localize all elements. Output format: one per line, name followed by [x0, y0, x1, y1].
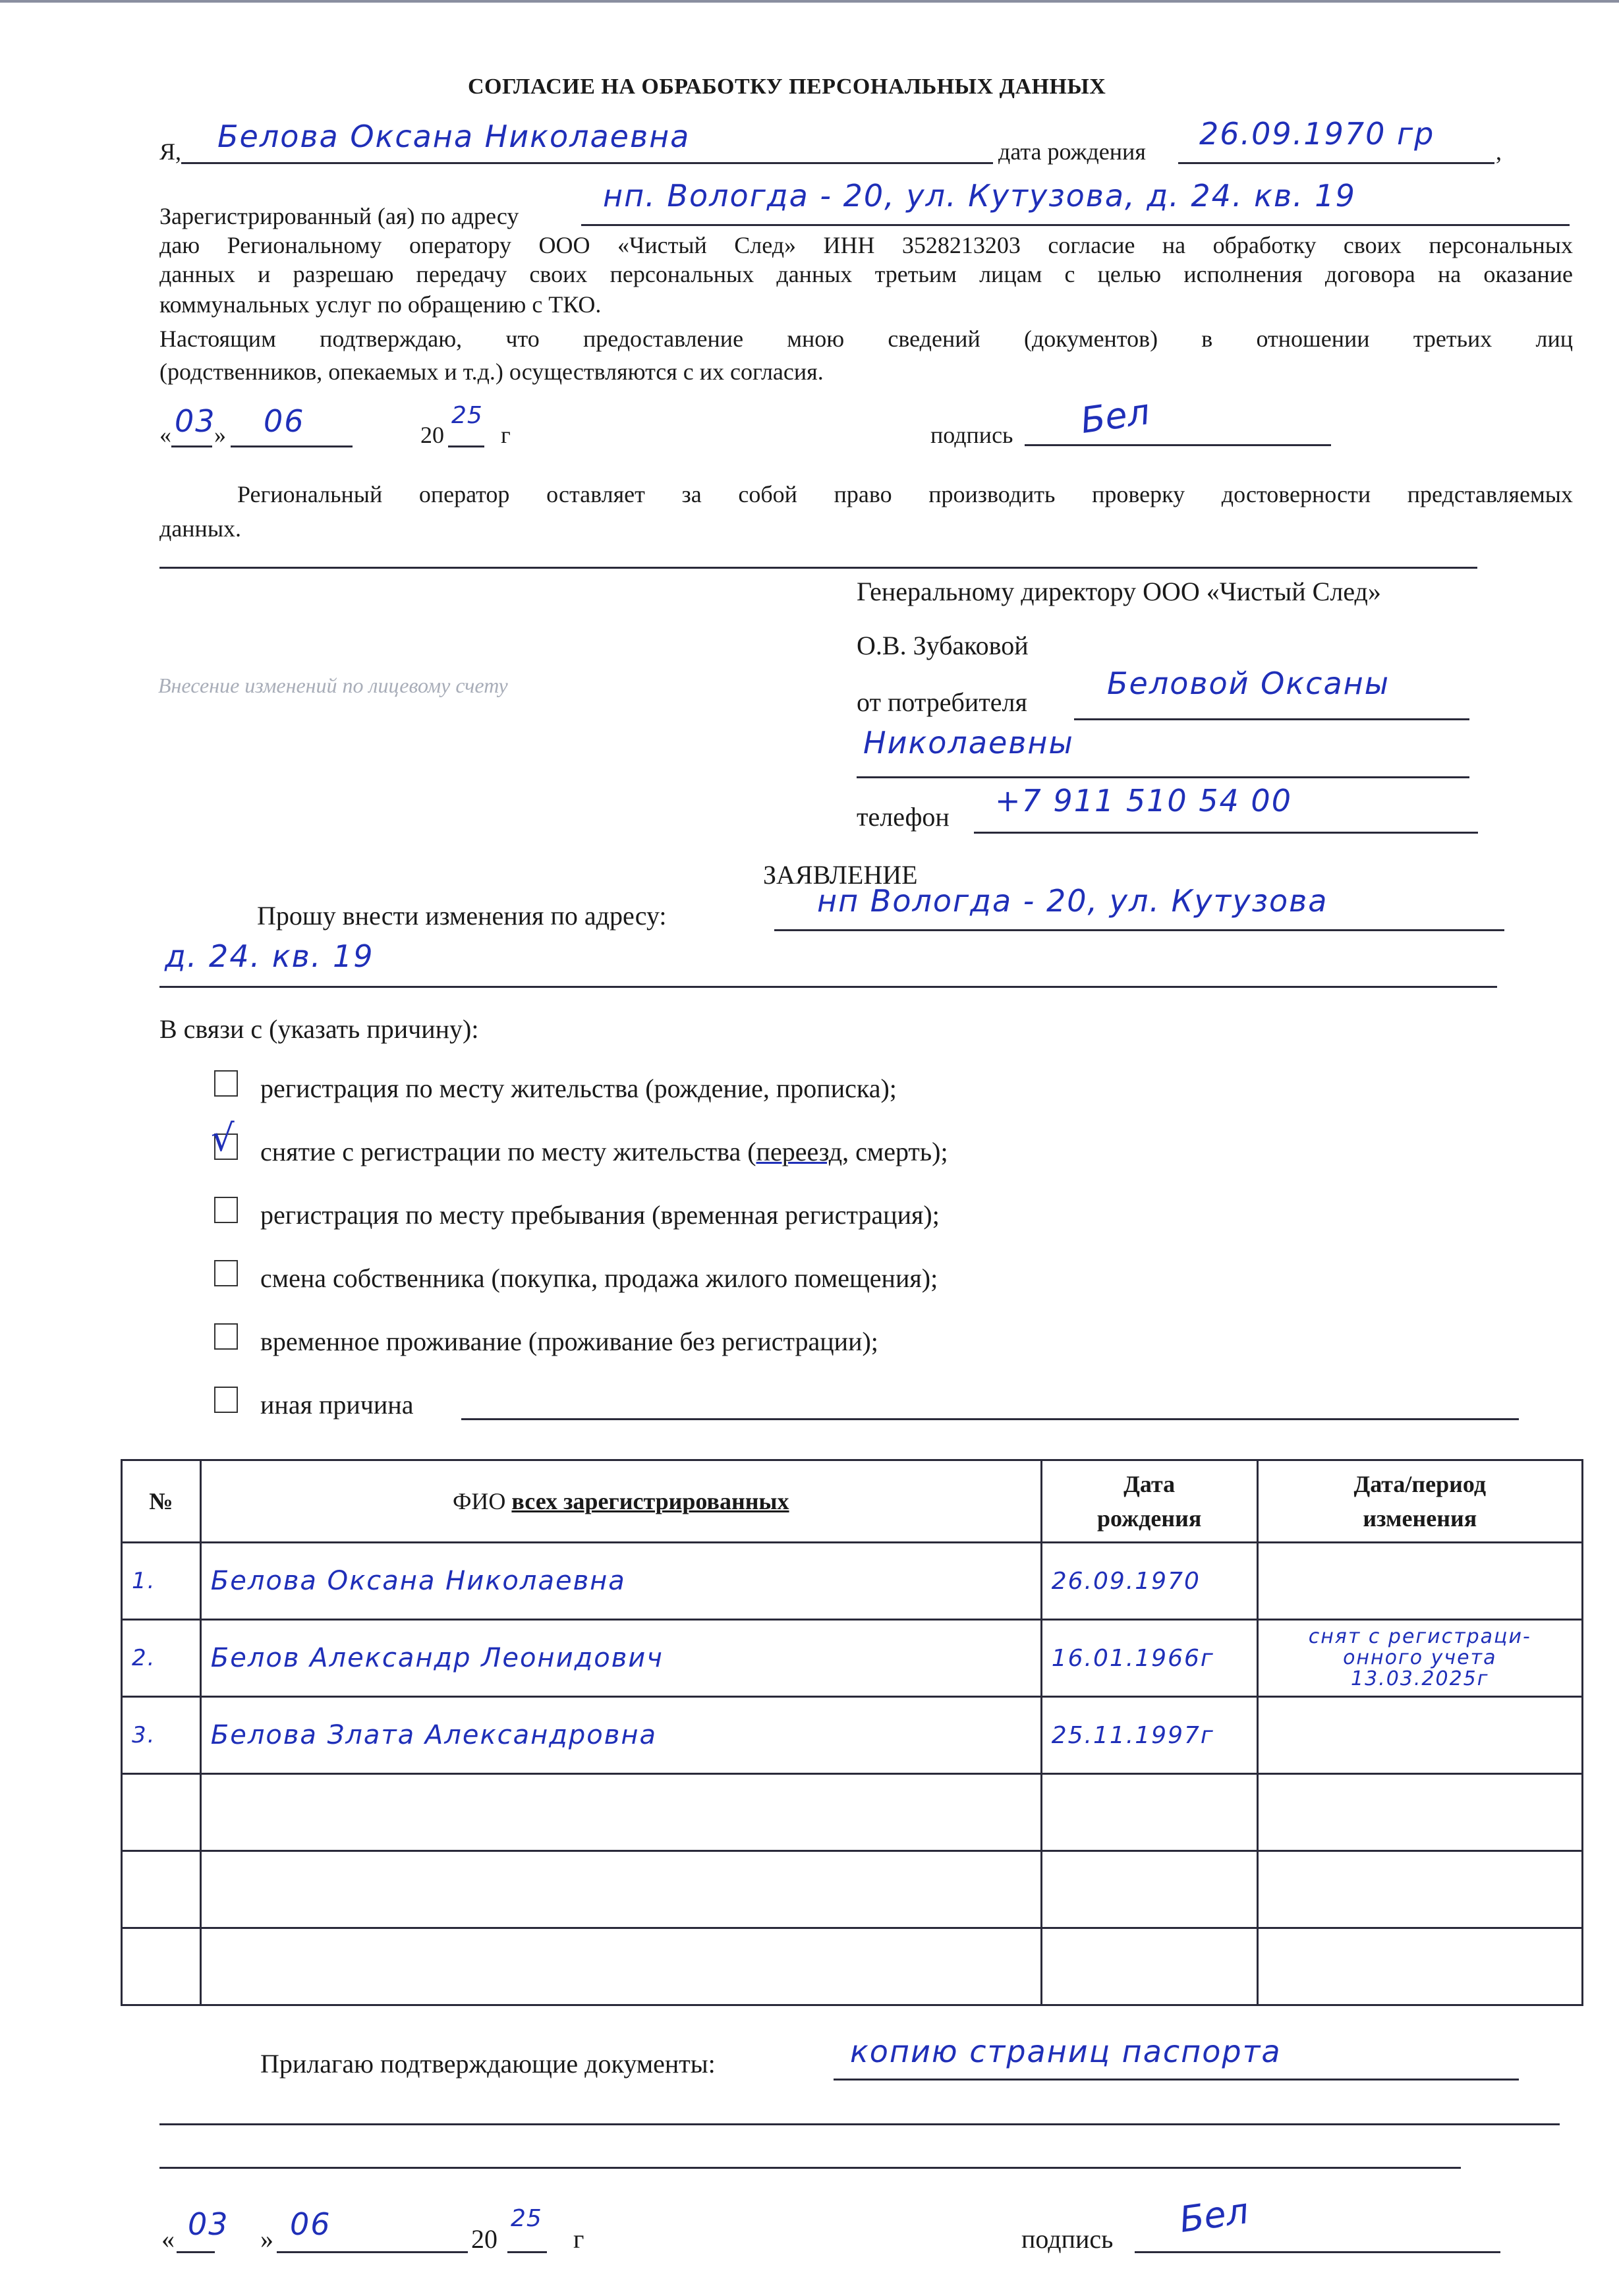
cell-change-line-2: онного учета	[1343, 1646, 1497, 1669]
reason-label-2-underlined: переезд	[756, 1137, 843, 1166]
cell-number[interactable]	[122, 1774, 201, 1851]
reason-label: В связи с (указать причину):	[159, 1014, 479, 1044]
cell-number[interactable]	[122, 1851, 201, 1928]
reason-label-4: смена собственника (покупка, продажа жилого помещения);	[260, 1263, 938, 1293]
attachments-label: Прилагаю подтверждающие документы:	[260, 2049, 716, 2079]
reason-label-2-before: снятие с регистрации по месту жительства (	[260, 1137, 756, 1166]
page-top-edge	[0, 0, 1619, 3]
other-reason-line	[461, 1418, 1519, 1420]
from-label: от потребителя	[857, 687, 1027, 717]
cell-change-line-1: снят с регистраци-	[1308, 1625, 1531, 1648]
cell-dob[interactable]: 26.09.1970	[1041, 1543, 1257, 1620]
reason-checkbox-1[interactable]	[214, 1070, 238, 1097]
attachments-line1	[834, 2079, 1519, 2081]
dob-comma: ,	[1496, 138, 1502, 165]
cell-fio[interactable]	[200, 1851, 1041, 1928]
cell-change[interactable]	[1257, 1851, 1582, 1928]
footer-year-line	[507, 2251, 547, 2253]
consent-signature-line	[1025, 444, 1331, 446]
cell-change[interactable]	[1257, 1543, 1582, 1620]
table-row	[122, 1697, 1583, 1774]
table-row	[122, 1774, 1583, 1851]
cell-fio[interactable]: Белова Оксана Николаевна	[200, 1543, 1041, 1620]
registered-address-field[interactable]: нп. Вологда - 20, ул. Кутузова, д. 24. кв. 19	[603, 178, 1356, 214]
dob-line	[1178, 162, 1494, 164]
footer-year-prefix: 20	[471, 2224, 497, 2254]
consent-para2-line1: Настоящим подтверждаю, что предоставление мною сведений (документов) в отношении третьих лиц	[159, 326, 1573, 352]
reason-label-6: иная причина	[260, 1390, 414, 1420]
consent-day-field[interactable]: 03	[175, 403, 216, 439]
footer-signature[interactable]: Бел	[1177, 2190, 1251, 2241]
reason-label-5: временное проживание (проживание без регистрации);	[260, 1327, 878, 1356]
header-change	[1257, 1460, 1582, 1543]
cell-dob[interactable]	[1041, 1928, 1257, 2005]
header-change-line1: Дата/период	[1353, 1471, 1487, 1497]
section-divider	[159, 567, 1477, 569]
statement-title: ЗАЯВЛЕНИЕ	[763, 860, 918, 890]
header-dob-line1: Дата	[1123, 1471, 1176, 1497]
cell-number[interactable]: 3.	[122, 1697, 201, 1774]
consent-day-line	[171, 445, 212, 447]
full-name-field[interactable]: Белова Оксана Николаевна	[217, 119, 691, 154]
registered-label: Зарегистрированный (ая) по адресу	[159, 203, 519, 229]
consent-year-prefix: 20	[420, 422, 444, 448]
attachments-line3	[159, 2167, 1461, 2169]
cell-number[interactable]	[122, 1928, 201, 2005]
footer-month-line	[277, 2251, 468, 2253]
header-fio-prefix: ФИО	[452, 1488, 506, 1514]
request-address-line1	[774, 929, 1504, 931]
full-name-line	[181, 162, 993, 164]
attachments-line2	[159, 2123, 1560, 2125]
consent-month-line	[231, 445, 353, 447]
consent-date-open-quote: «	[159, 422, 171, 448]
consent-para1-line3: коммунальных услуг по обращению с ТКО.	[159, 291, 602, 318]
footer-signature-label: подпись	[1021, 2224, 1114, 2254]
header-dob-line2: рождения	[1096, 1505, 1202, 1532]
addressee-director: О.В. Зубаковой	[857, 631, 1029, 660]
header-fio-underlined: всех зарегистрированных	[511, 1488, 789, 1514]
from-line1	[1074, 718, 1469, 720]
request-address-line2	[159, 986, 1497, 988]
dob-label: дата рождения	[998, 138, 1146, 165]
consent-para1-line1: даю Региональному оператору ООО «Чистый След» ИНН 3528213203 согласие на обработку своих персональных	[159, 232, 1573, 258]
dob-field[interactable]: 26.09.1970 гр	[1199, 116, 1435, 152]
consent-title: СОГЛАСИЕ НА ОБРАБОТКУ ПЕРСОНАЛЬНЫХ ДАННЫХ	[468, 74, 1106, 99]
footer-month-field[interactable]: 06	[290, 2206, 331, 2242]
table-row	[122, 1928, 1583, 2005]
phone-label: телефон	[857, 802, 950, 832]
cell-fio[interactable]: Белова Злата Александровна	[200, 1697, 1041, 1774]
footer-day-line	[177, 2251, 215, 2253]
reason-label-3: регистрация по месту пребывания (временная регистрация);	[260, 1200, 940, 1230]
cell-change[interactable]	[1257, 1620, 1582, 1697]
operator-note-line1: Региональный оператор оставляет за собой право производить проверку достоверности представляемых	[237, 481, 1573, 507]
footer-date-close-quote: »	[260, 2224, 273, 2254]
phone-field[interactable]: +7 911 510 54 00	[995, 783, 1292, 818]
request-label: Прошу внести изменения по адресу:	[257, 901, 667, 931]
footer-year-unit: г	[573, 2224, 584, 2254]
cell-fio[interactable]	[200, 1774, 1041, 1851]
reason-checkbox-6[interactable]	[214, 1387, 238, 1413]
reason-checkbox-3[interactable]	[214, 1197, 238, 1223]
registered-address-line	[581, 224, 1570, 226]
table-row	[122, 1851, 1583, 1928]
reason-label-2-after: , смерть);	[842, 1137, 948, 1166]
consent-signature[interactable]: Бел	[1078, 391, 1152, 442]
table-header-row	[122, 1460, 1583, 1543]
header-number: №	[122, 1460, 201, 1543]
from-line2	[857, 776, 1469, 778]
phone-line	[974, 832, 1478, 834]
request-address-field2[interactable]: д. 24. кв. 19	[165, 938, 374, 974]
consent-month-field[interactable]: 06	[264, 403, 305, 439]
consent-year-unit: г	[501, 422, 511, 448]
reason-label-2	[260, 1137, 948, 1166]
header-dob	[1041, 1460, 1257, 1543]
registered-persons-table	[121, 1459, 1583, 2006]
consent-date-close-quote: »	[214, 422, 226, 448]
cell-dob[interactable]: 25.11.1997г	[1041, 1697, 1257, 1774]
cell-number[interactable]: 2.	[122, 1620, 201, 1697]
cell-fio[interactable]	[200, 1928, 1041, 2005]
cell-change[interactable]	[1257, 1928, 1582, 2005]
consent-para1-line2: данных и разрешаю передачу своих персональных данных третьим лицам с целью исполнения договора на оказание	[159, 261, 1573, 287]
cell-dob[interactable]	[1041, 1774, 1257, 1851]
footer-day-field[interactable]: 03	[188, 2206, 229, 2242]
consent-signature-label: подпись	[930, 422, 1013, 448]
attachments-field[interactable]: копию страниц паспорта	[850, 2034, 1282, 2069]
cell-dob[interactable]: 16.01.1966г	[1041, 1620, 1257, 1697]
cell-fio[interactable]: Белов Александр Леонидович	[200, 1620, 1041, 1697]
from-field-line2[interactable]: Николаевны	[863, 725, 1074, 761]
header-fio	[200, 1460, 1041, 1543]
footer-year-field[interactable]: 25	[511, 2205, 542, 2232]
table-row	[122, 1543, 1583, 1620]
reason-checkbox-5[interactable]	[214, 1323, 238, 1350]
consent-year-field[interactable]: 25	[451, 402, 483, 429]
cell-dob[interactable]	[1041, 1851, 1257, 1928]
i-label: Я,	[159, 138, 182, 165]
reason-label-1: регистрация по месту жительства (рождение, прописка);	[260, 1074, 897, 1103]
header-change-line2: изменения	[1363, 1505, 1477, 1532]
reason-checkbox-4[interactable]	[214, 1260, 238, 1286]
request-address-field1[interactable]: нп Вологда - 20, ул. Кутузова	[817, 883, 1328, 919]
cell-change[interactable]	[1257, 1774, 1582, 1851]
consent-year-line	[448, 445, 484, 447]
cell-change-line-3: 13.03.2025г	[1350, 1667, 1489, 1690]
footer-signature-line	[1135, 2251, 1500, 2253]
footer-date-open-quote: «	[161, 2224, 175, 2254]
operator-note-line2: данных.	[159, 515, 242, 542]
check-mark-icon: √	[211, 1117, 235, 1160]
addressee-to: Генеральному директору ООО «Чистый След»	[857, 577, 1381, 606]
cell-change[interactable]	[1257, 1697, 1582, 1774]
from-field-line1[interactable]: Беловой Оксаны	[1107, 666, 1390, 701]
watermark-text: Внесение изменений по лицевому счету	[158, 674, 508, 697]
consent-para2-line2: (родственников, опекаемых и т.д.) осуществляются с их согласия.	[159, 359, 824, 385]
cell-number[interactable]: 1.	[122, 1543, 201, 1620]
table-row	[122, 1620, 1583, 1697]
